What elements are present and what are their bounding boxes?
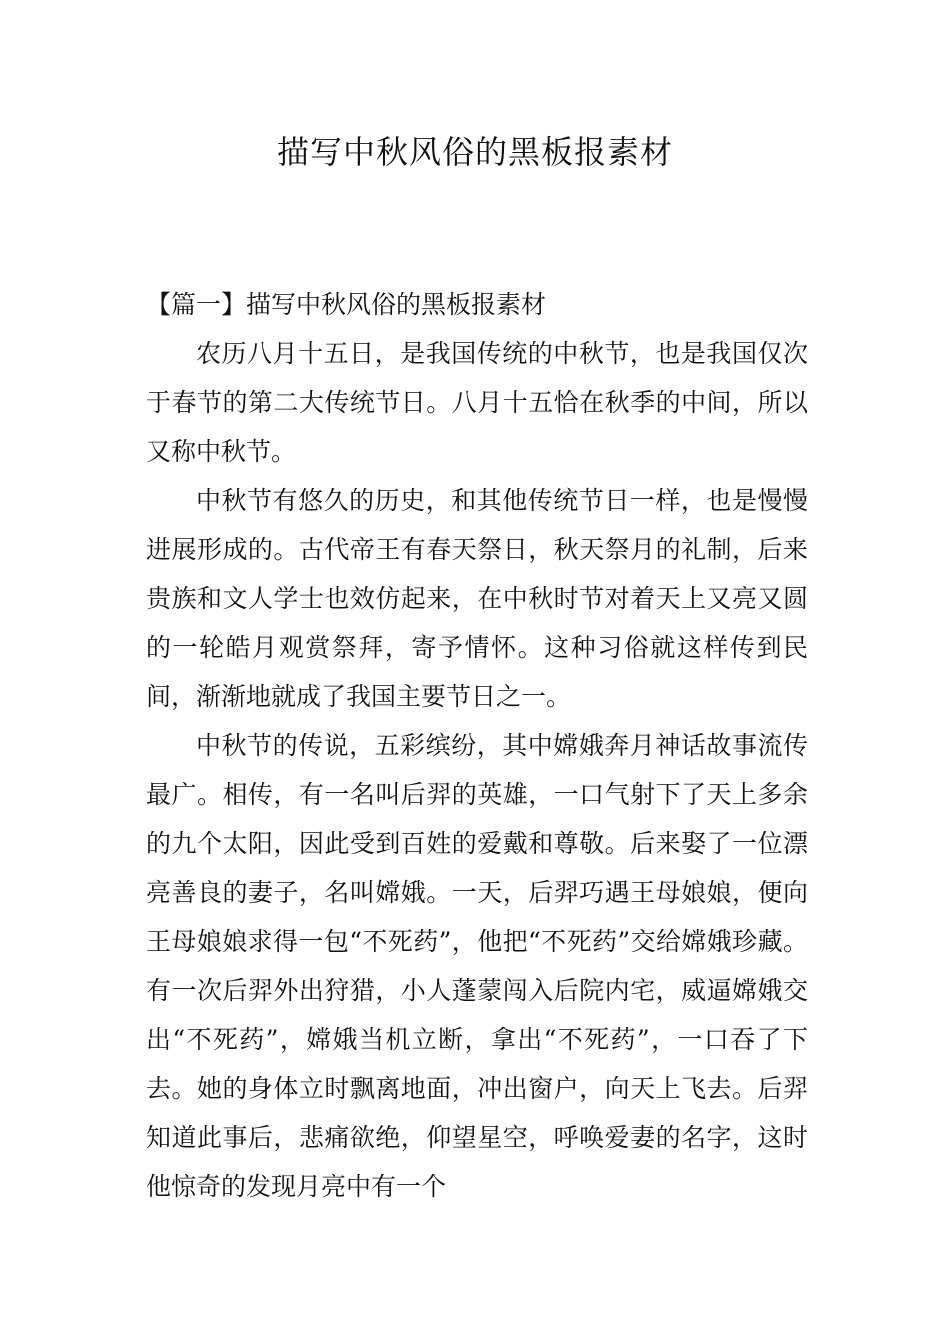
paragraph-3: 中秋节的传说，五彩缤纷，其中嫦娥奔月神话故事流传最广。相传，有一名叫后羿的英雄，一口气射下了天上多余的九个太阳，因此受到百姓的爱戴和尊敬。后来娶了一位漂亮善良的妻子，名叫嫦娥。一天，后羿巧遇王母娘娘，便向王母娘娘求得一包“不死药”，他把“不死药”交给嫦娥珍藏。有一次后羿外出狩猎，小人蓬蒙闯入后院内宅，威逼嫦娥交出“不死药”，嫦娥当机立断，拿出“不死药”，一口吞了下去。她的身体立时飘离地面，冲出窗户，向天上飞去。后羿知道此事后，悲痛欲绝，仰望星空，呼唤爱妻的名字，这时他惊奇的发现月亮中有一个 [146, 731, 808, 1201]
paragraph-1: 农历八月十五日，是我国传统的中秋节，也是我国仅次于春节的第二大传统节日。八月十五恰在秋季的中间，所以又称中秋节。 [146, 339, 808, 466]
document-body [146, 280, 808, 1211]
paragraph-2: 中秋节有悠久的历史，和其他传统节日一样，也是慢慢进展形成的。古代帝王有春天祭日，秋天祭月的礼制，后来贵族和文人学士也效仿起来，在中秋时节对着天上又亮又圆的一轮皓月观赏祭拜，寄予情怀。这种习俗就这样传到民间，渐渐地就成了我国主要节日之一。 [146, 486, 808, 711]
section-heading: 【篇一】描写中秋风俗的黑板报素材 [146, 290, 547, 319]
document-title: 描写中秋风俗的黑板报素材 [276, 133, 673, 171]
